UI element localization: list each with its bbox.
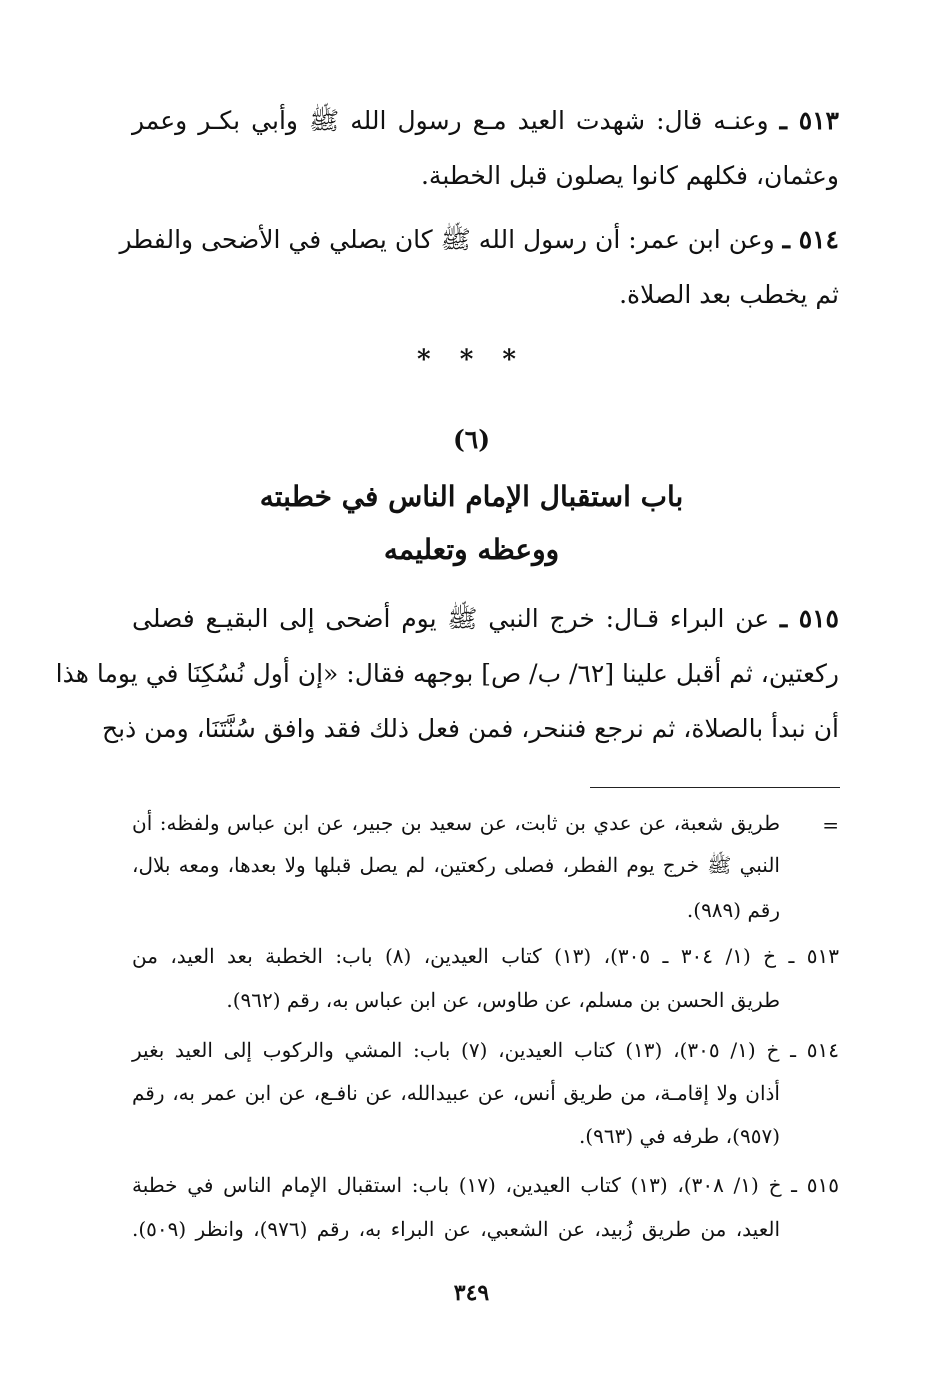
footnote-continuation-line-2: النبي ﷺ خرج يوم الفطر، فصلى ركعتين، لم يصل قبلها ولا بعدها، ومعه بلال، <box>132 853 780 877</box>
hadith-514-text-1: وعن ابن عمر: أن رسول الله ﷺ كان يصلي في الأضحى والفطر <box>119 225 775 254</box>
hadith-515-text-1: عن البراء قـال: خرج النبي ﷺ يوم أضحى إلى البقيـع فصلى <box>132 604 770 633</box>
footnote-continuation-line-1: طريق شعبة، عن عدي بن ثابت، عن سعيد بن جبير، عن ابن عباس ولفظه: أن <box>132 811 780 835</box>
footnote-514-line-3: (٩٥٧)، طرفه في (٩٦٣). <box>578 1124 780 1148</box>
hadith-513-number: ٥١٣ ـ <box>779 106 839 135</box>
section-separator: * * * <box>417 345 526 375</box>
hadith-513-line-2: وعثمان، فكلهم كانوا يصلون قبل الخطبة. <box>420 161 839 190</box>
footnote-514-line-1: ٥١٤ ـ خ (١/ ٣٠٥)، (١٣) كتاب العيدين، (٧) باب: المشي والركوب إلى العيد بغير <box>132 1038 839 1062</box>
chapter-title-line-1: باب استقبال الإمام الناس في خطبته <box>259 480 684 513</box>
footnote-515-line-1: ٥١٥ ـ خ (١/ ٣٠٨)، (١٣) كتاب العيدين، (١٧) باب: استقبال الإمام الناس في خطبة <box>132 1173 839 1197</box>
footnote-513-line-1: ٥١٣ ـ خ (١/ ٣٠٤ ـ ٣٠٥)، (١٣) كتاب العيدين، (٨) باب: الخطبة بعد العيد، من <box>132 944 839 968</box>
page-number: ٣٤٩ <box>453 1280 490 1306</box>
hadith-515-number: ٥١٥ ـ <box>779 604 839 633</box>
hadith-515-line-3: أن نبدأ بالصلاة، ثم نرجع فننحر، فمن فعل ذلك فقد وافق سُنَّتَنَا، ومن ذبح <box>101 714 839 743</box>
footnote-513-line-2: طريق الحسن بن مسلم، عن طاوس، عن ابن عباس به، رقم (٩٦٢). <box>226 988 780 1012</box>
hadith-514-line-1 <box>119 225 839 254</box>
footnote-continuation-line-3: رقم (٩٨٩). <box>686 898 780 922</box>
chapter-number: (٦) <box>452 425 491 454</box>
hadith-515-line-1 <box>132 606 839 631</box>
footnote-continuation-marker: = <box>822 813 839 837</box>
footnote-divider <box>590 787 840 788</box>
chapter-title-line-2: ووعظه وتعليمه <box>383 533 560 566</box>
hadith-513-line-1 <box>132 108 839 133</box>
hadith-514-number: ٥١٤ ـ <box>782 225 839 254</box>
hadith-515-line-2: ركعتين، ثم أقبل علينا [٦٢/ ب/ ص] بوجهه فقال: «إن أول نُسُكِنَا في يوما هذا <box>55 659 839 688</box>
hadith-514-line-2: ثم يخطب بعد الصلاة. <box>619 280 839 309</box>
footnote-514-line-2: أذان ولا إقامـة، من طريق أنس، عن عبيدالله، عن نافـع، عن ابن عمر به، رقم <box>132 1081 780 1105</box>
hadith-513-text-1: وعنـه قال: شهدت العيد مـع رسول الله ﷺ وأبي بكـر وعمر <box>132 106 769 135</box>
footnote-515-line-2: العيد، من طريق زُبيد، عن الشعبي، عن البراء به، رقم (٩٧٦)، وانظر (٥٠٩). <box>132 1217 780 1241</box>
